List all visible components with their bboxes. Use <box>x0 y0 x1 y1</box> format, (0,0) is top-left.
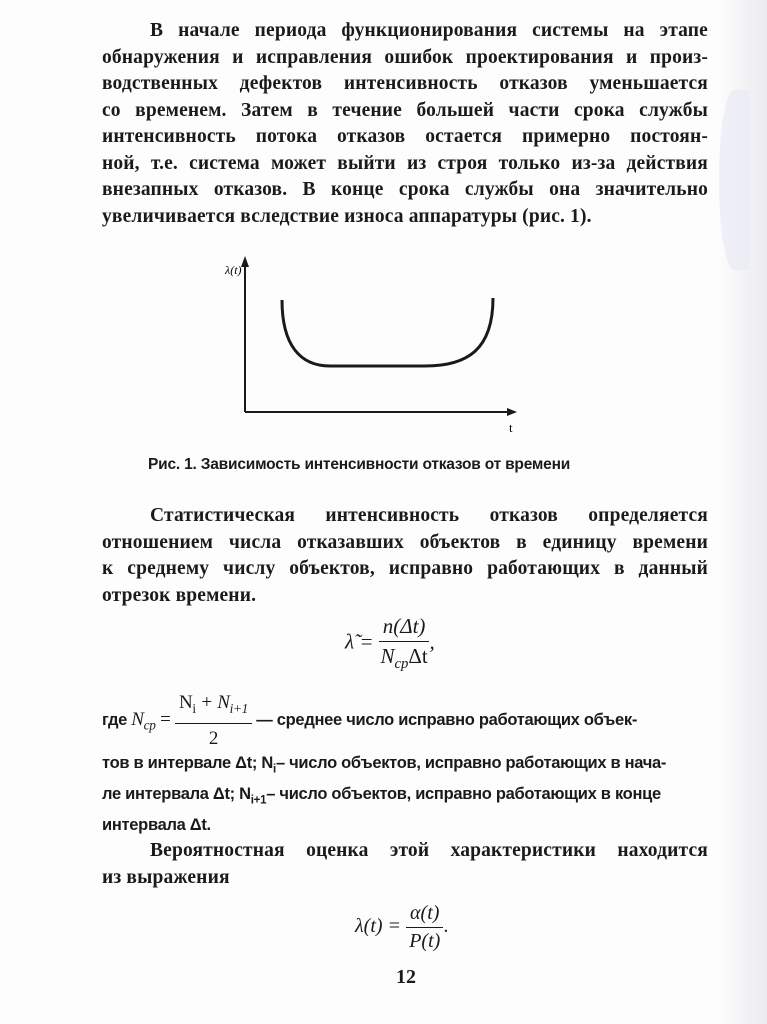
text-line: со временем. Затем в течение большей части срока службы <box>102 99 708 121</box>
formula3-fraction <box>406 902 443 953</box>
where-line-3 <box>102 782 708 813</box>
where-line-4: интервала Δt. <box>102 816 211 835</box>
den-sub: cp <box>394 656 409 673</box>
text-line: отрезок времени. <box>102 584 257 606</box>
ncp-num-sub2: i+1 <box>229 700 248 716</box>
formula3-numerator: α(t) <box>406 902 443 928</box>
x-axis-label: t <box>509 420 513 435</box>
text-line: к среднему числу объектов, исправно работающих в данный <box>102 558 708 579</box>
paragraph-3 <box>102 838 708 891</box>
paragraph-1 <box>102 18 708 230</box>
ncp-numerator <box>175 690 252 724</box>
ncp-sub: cp <box>143 717 156 733</box>
formula-probabilistic-rate <box>355 902 448 953</box>
ncp-plus: + N <box>195 692 230 713</box>
page-number: 12 <box>396 966 416 988</box>
where-word: где <box>102 710 127 729</box>
where-line1-tail: — среднее число исправно работающих объек- <box>256 710 638 729</box>
text-line: Вероятностная оценка этой характеристики находится <box>150 840 708 861</box>
den-main: N <box>380 644 395 668</box>
formula3-trail: . <box>443 915 449 938</box>
ncp-denominator: 2 <box>208 727 219 749</box>
where-line2-tail: – число объектов, исправно работающих в нача- <box>275 753 667 772</box>
ncp-lhs: N <box>131 708 144 730</box>
text-line: увеличивается вследствие износа аппаратуры (рис. 1). <box>102 205 592 227</box>
text-line: из выражения <box>102 866 230 888</box>
text-line: Статистическая интенсивность отказов определяется <box>150 505 708 526</box>
formula-lhs: λ̃ = <box>345 629 374 654</box>
formula-numerator: n(Δt) <box>379 614 430 642</box>
figure-caption: Рис. 1. Зависимость интенсивности отказов от времени <box>148 456 571 473</box>
failure-rate-graph <box>205 250 535 440</box>
formula-ncp <box>131 690 252 751</box>
text-line: интенсивность потока отказов остается примерно постоян- <box>102 126 708 147</box>
text-line: отношением числа отказавших объектов в единицу времени <box>102 531 708 553</box>
y-axis-label: λ(t) <box>225 263 242 277</box>
text-line: внезапных отказов. В конце срока службы она значительно <box>102 179 708 200</box>
where-line2-head: тов в интервале Δt; N <box>102 753 274 772</box>
formula3-lhs: λ(t) = <box>355 915 402 938</box>
text-line: ной, т.е. система может выйти из строя только из-за действия <box>102 152 708 174</box>
where-line-2 <box>102 751 708 782</box>
formula-denominator <box>379 642 430 673</box>
where-line3-head: ле интервала Δt; N <box>102 785 251 804</box>
where-line2-sub: i <box>273 763 276 776</box>
where-line3-tail: – число объектов, исправно работающих в конце <box>266 785 661 804</box>
y-axis-arrow <box>241 256 249 267</box>
where-line3-sub: i+1 <box>250 794 267 807</box>
x-axis-arrow <box>507 408 517 416</box>
text-line: обнаружения и исправления ошибок проектирования и произ- <box>102 46 708 68</box>
ncp-eq: = <box>160 708 171 730</box>
page-edge-mark <box>719 90 749 270</box>
bathtub-curve <box>282 298 493 366</box>
formula3-denominator: P(t) <box>409 930 441 952</box>
den-tail: Δt <box>408 644 428 668</box>
text-line: В начале периода функционирования системы на этапе <box>150 20 708 41</box>
ncp-num-n: N <box>178 692 193 713</box>
formula-fraction <box>379 614 430 673</box>
ncp-fraction <box>175 690 252 751</box>
formula-trail: , <box>429 629 435 654</box>
ncp-num-sub: i <box>192 700 196 716</box>
where-definitions <box>102 690 708 838</box>
text-line: водственных дефектов интенсивность отказов уменьшается <box>102 73 708 94</box>
where-line-1 <box>102 690 708 751</box>
formula-statistical-rate <box>345 614 435 673</box>
paragraph-2 <box>102 503 708 609</box>
